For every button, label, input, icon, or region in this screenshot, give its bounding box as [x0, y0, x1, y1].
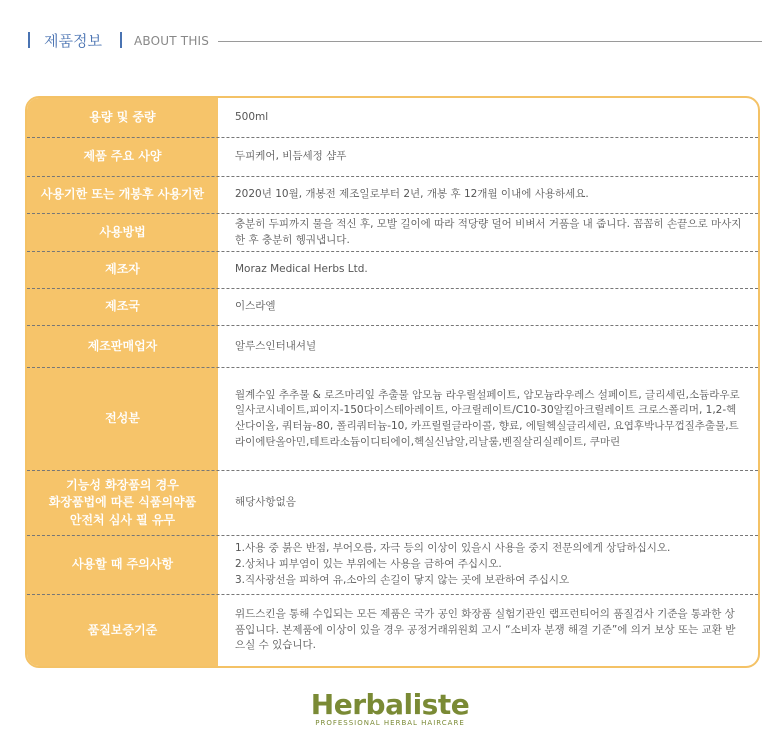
row-label: 제조자 — [105, 262, 140, 277]
header-rule — [218, 41, 762, 42]
row-value: 알루스인터내셔널 — [235, 339, 317, 352]
row-value: 충분히 두피까지 물을 적신 후, 모발 길이에 따라 적당량 덜어 비벼서 거품을 내 줍니다. 꼼꼼히 손끝으로 마사지한 후 충분히 헹궈냅니다. — [235, 217, 742, 246]
table-row-quality — [27, 595, 758, 666]
table-row-functional — [27, 471, 758, 535]
header-divider — [120, 32, 122, 48]
table-row-capacity — [27, 98, 758, 137]
header-divider — [28, 32, 30, 48]
brand-tagline: PROFESSIONAL HERBAL HAIRCARE — [315, 719, 465, 727]
row-value: 이스라엘 — [235, 300, 276, 313]
row-label: 제조국 — [105, 299, 140, 314]
section-title: 제품정보 — [44, 32, 102, 50]
table-row-caution — [27, 536, 758, 594]
table-row-ingredients — [27, 368, 758, 470]
table-row-usage — [27, 214, 758, 251]
caution-line: 2.상처나 피부염이 있는 부위에는 사용을 금하여 주십시오. — [235, 558, 502, 571]
row-label-line: 안전처 심사 필 유무 — [69, 512, 176, 527]
table-row-country — [27, 289, 758, 325]
table-row-manufacturer — [27, 252, 758, 288]
brand-name: Herbaliste — [310, 688, 470, 721]
row-value — [235, 536, 744, 594]
row-label: 사용할 때 주의사항 — [71, 557, 174, 572]
row-value: 500ml — [235, 110, 269, 123]
row-label: 사용방법 — [99, 224, 146, 239]
row-label: 전성분 — [105, 411, 140, 426]
product-info-table — [25, 96, 760, 668]
table-row-expiry — [27, 177, 758, 213]
row-label-line: 화장품법에 따른 식품의약품 — [48, 495, 197, 510]
caution-line: 3.직사광선을 피하여 유,소아의 손길이 닿지 않는 곳에 보관하여 주십시오 — [235, 573, 570, 586]
row-value: 두피케어, 비듬세정 샴푸 — [235, 150, 347, 163]
row-label: 품질보증기준 — [87, 622, 158, 637]
row-label: 용량 및 중량 — [89, 109, 156, 124]
row-label: 제품 주요 사양 — [83, 149, 162, 164]
section-header — [0, 0, 780, 80]
table-row-spec — [27, 138, 758, 176]
row-value: 위드스킨을 통해 수입되는 모든 제품은 국가 공인 화장품 실험기관인 랩프런티어의 품질검사 기준을 통과한 상품입니다. 본제품에 이상이 있을 경우 공정거래위원회 고시 “소비자 분쟁 해결 기준”에 의거 보상 또는 교환 받으실 수 있습니다. — [235, 607, 736, 652]
row-value: 월계수잎 추추물 & 로즈마리잎 추출물 암모늄 라우릴설페이트, 암모늄라우레스 설페이트, 글리세린,소듐라우로일사코시네이트,피이지-150다이스테아레이트, 아크릴레이트/C10-30알킬아크릴레이트 크로스폴리머, 1,2-헥산다이올, 쿼터늄-80, 폴리쿼터늄-10, 카프릴릴글라이콜, 향료, 에틸헥실글리세린, 요엽후박나무껍질추출물,트라이에탄올아민,테트라소듐이디티에이,헥실신남알,리날룰,벤질살리실레이트, 쿠마린 — [235, 388, 740, 448]
row-value: 2020년 10월, 개봉전 제조일로부터 2년, 개봉 후 12개월 이내에 사용하세요. — [235, 188, 589, 201]
table-row-seller — [27, 326, 758, 367]
row-value: Moraz Medical Herbs Ltd. — [235, 263, 368, 276]
section-subtitle: ABOUT THIS — [134, 34, 210, 48]
row-label — [27, 471, 218, 535]
caution-line: 1.사용 중 붉은 반점, 부어오름, 자극 등의 이상이 있을시 사용을 중지 전문의에게 상담하십시오. — [235, 542, 671, 555]
row-value: 해당사항없음 — [235, 496, 296, 509]
brand-logo — [0, 688, 780, 727]
row-label: 제조판매업자 — [87, 338, 158, 353]
row-label: 사용기한 또는 개봉후 사용기한 — [40, 187, 205, 202]
row-label-line: 기능성 화장품의 경우 — [66, 477, 179, 492]
